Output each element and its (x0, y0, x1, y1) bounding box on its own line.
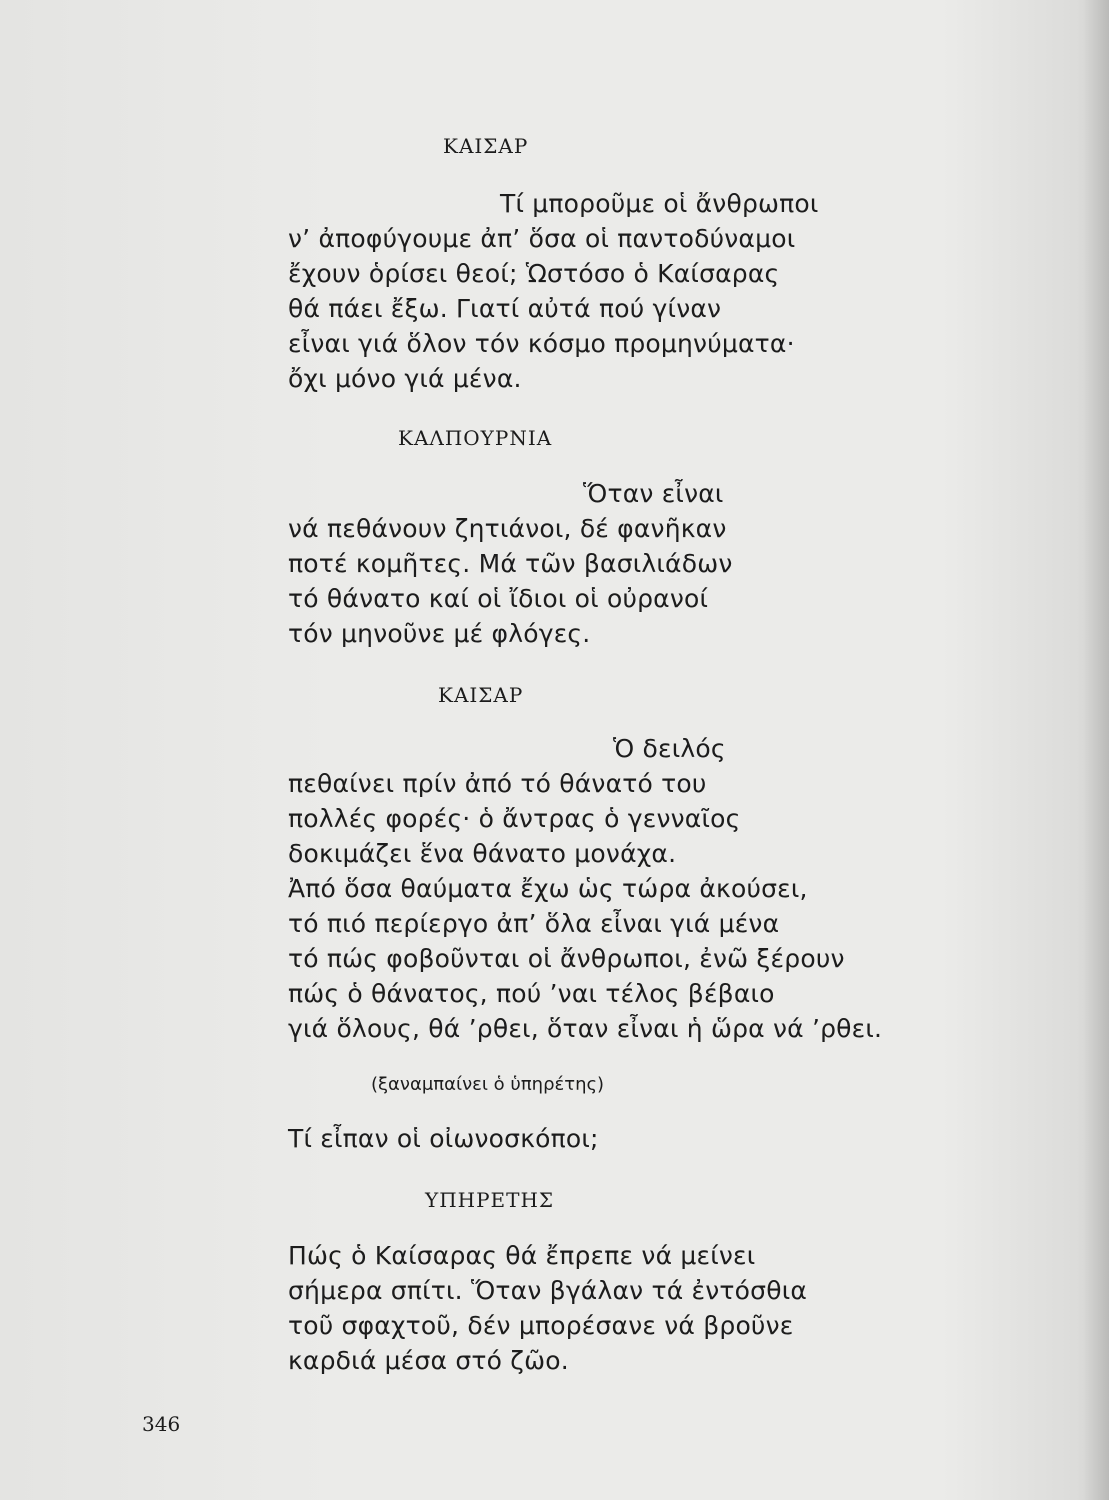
verse-line: Ἀπό ὅσα θαύματα ἔχω ὡς τώρα ἀκούσει, (288, 874, 808, 903)
verse-line: Τί μποροῦμε οἱ ἄνθρωποι (500, 189, 819, 218)
page-edge-shadow (1083, 0, 1109, 1500)
verse-line: τόν μηνοῦνε μέ φλόγες. (288, 619, 591, 648)
speaker-name: ΚΑΙΣΑΡ (438, 683, 524, 707)
verse-line: γιά ὅλους, θά ’ρθει, ὅταν εἶναι ἡ ὥρα νά ’ρθει. (288, 1014, 883, 1043)
verse-line: ὄχι μόνο γιά μένα. (288, 364, 522, 393)
verse-line: δοκιμάζει ἕνα θάνατο μονάχα. (288, 839, 677, 868)
verse-line: καρδιά μέσα στό ζῶο. (288, 1346, 569, 1375)
verse-line: τό πιό περίεργο ἀπ’ ὅλα εἶναι γιά μένα (288, 909, 780, 938)
verse-line: ν’ ἀποφύγουμε ἀπ’ ὅσα οἱ παντοδύναμοι (288, 224, 796, 253)
verse-line: τό θάνατο καί οἱ ἴδιοι οἱ οὐρανοί (288, 584, 709, 613)
verse-line: νά πεθάνουν ζητιάνοι, δέ φανῆκαν (288, 514, 727, 543)
speaker-name: ΚΑΙΣΑΡ (443, 134, 529, 158)
verse-line: πώς ὁ θάνατος, πού ’ναι τέλος βέβαιο (288, 979, 775, 1008)
stage-direction: (ξαναμπαίνει ὁ ὑπηρέτης) (371, 1074, 605, 1095)
verse-line: Τί εἶπαν οἱ οἰωνοσκόποι; (288, 1124, 599, 1153)
verse-line: Πώς ὁ Καίσαρας θά ἔπρεπε νά μείνει (288, 1241, 756, 1270)
speaker-name: ΚΑΛΠΟΥΡΝΙΑ (398, 426, 553, 450)
verse-line: ἔχουν ὁρίσει θεοί; Ὡστόσο ὁ Καίσαρας (288, 259, 780, 288)
verse-line: τό πώς φοβοῦνται οἱ ἄνθρωποι, ἐνῶ ξέρουν (288, 944, 845, 973)
page-number: 346 (142, 1412, 181, 1436)
verse-line: πεθαίνει πρίν ἀπό τό θάνατό του (288, 769, 707, 798)
verse-line: τοῦ σφαχτοῦ, δέν μπορέσανε νά βροῦνε (288, 1311, 794, 1340)
verse-line: Ὁ δειλός (613, 734, 726, 763)
verse-line: πολλές φορές· ὁ ἄντρας ὁ γενναῖος (288, 804, 741, 833)
verse-line: εἶναι γιά ὅλον τόν κόσμο προμηνύματα· (288, 329, 795, 358)
speaker-name: ΥΠΗΡΕΤΗΣ (425, 1188, 555, 1212)
verse-line: σήμερα σπίτι. Ὅταν βγάλαν τά ἐντόσθια (288, 1276, 808, 1305)
verse-line: ποτέ κομῆτες. Μά τῶν βασιλιάδων (288, 549, 733, 578)
verse-line: Ὅταν εἶναι (583, 479, 724, 508)
verse-line: θά πάει ἔξω. Γιατί αὐτά πού γίναν (288, 294, 722, 323)
